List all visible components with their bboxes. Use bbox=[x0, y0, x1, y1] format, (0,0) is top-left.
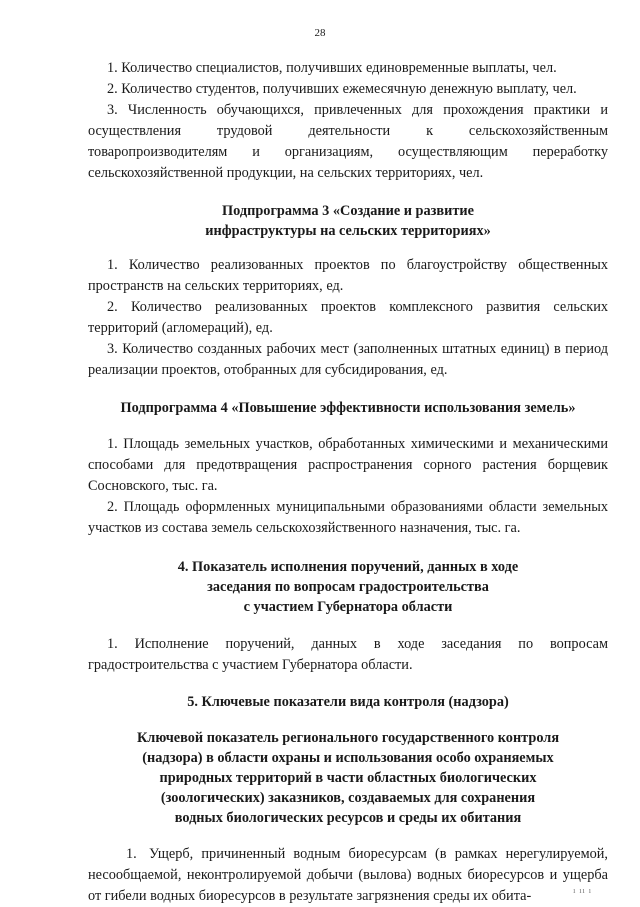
heading-line: заседания по вопросам градостроительства bbox=[207, 579, 489, 595]
list-item: 3. Количество созданных рабочих мест (заполненных штатных единиц) в период реализации проектов, отобранных для субсидирования, ед. bbox=[88, 341, 608, 378]
subprogram3-list bbox=[88, 255, 608, 381]
heading-line: Ключевой показатель регионального государственного контроля bbox=[136, 730, 560, 746]
subprogram4-heading bbox=[88, 398, 608, 418]
list-item: 1. Исполнение поручений, данных в ходе заседания по вопросам градостроительства с участием Губернатора области. bbox=[88, 636, 608, 673]
list-item: 2. Количество реализованных проектов комплексного развития сельских территорий (агломераций), ед. bbox=[88, 299, 608, 336]
list-item: 1. Количество реализованных проектов по благоустройству общественных пространств на сельских территориях, ед. bbox=[88, 257, 608, 294]
list-item: 2. Количество студентов, получивших ежемесячную денежную выплату, чел. bbox=[107, 81, 577, 97]
list-item: 1. Площадь земельных участков, обработанных химическими и механическими способами для предотвращения распространения сорного растения борщевик Сосновского, тыс. га. bbox=[88, 436, 608, 494]
list-item: 1. Количество специалистов, получивших единовременные выплаты, чел. bbox=[107, 60, 557, 76]
heading-line: (зоологических) заказников, создаваемых для сохранения bbox=[160, 790, 536, 806]
document-body bbox=[88, 58, 608, 907]
section5-heading bbox=[88, 692, 608, 712]
indicator-list-block1 bbox=[88, 58, 608, 184]
section5-subheading bbox=[88, 728, 608, 828]
heading-line: природных территорий в части областных биологических bbox=[159, 770, 537, 786]
page-number: 28 bbox=[314, 27, 326, 39]
section4-heading bbox=[88, 557, 608, 617]
heading-line: с участием Губернатора области bbox=[243, 599, 453, 615]
section4-list bbox=[88, 634, 608, 676]
item-number: 1. bbox=[126, 846, 137, 862]
heading-line: водных биологических ресурсов и среды их обитания bbox=[174, 810, 522, 826]
heading-line: (надзора) в области охраны и использования особо охраняемых bbox=[142, 750, 554, 766]
heading-line: Подпрограмма 3 «Создание и развитие bbox=[222, 203, 474, 219]
list-item: 2. Площадь оформленных муниципальными образованиями области земельных участков из состава земель сельскохозяйственного назначения, тыс. га. bbox=[88, 499, 608, 536]
section5-item bbox=[88, 844, 608, 907]
item-text: Ущерб, причиненный водным биоресурсам (в рамках нерегулируемой, несообщаемой, неконтролируемой добычи (вылова) водных биоресурсов и ущерба от гибели водных биоресурсов в результате загрязнения среды их обита- bbox=[88, 846, 608, 904]
heading-line: 4. Показатель исполнения поручений, данных в ходе bbox=[177, 559, 519, 575]
heading-line: Подпрограмма 4 «Повышение эффективности использования земель» bbox=[120, 400, 576, 416]
subprogram3-heading bbox=[88, 201, 608, 241]
list-item: 3. Численность обучающихся, привлеченных для прохождения практики и осуществления трудовой деятельности к сельскохозяйственным товаропроизводителям и организациям, осуществляющим переработку сельскохозяйственной продукции, на сельских территориях, чел. bbox=[88, 102, 608, 181]
heading-line: 5. Ключевые показатели вида контроля (надзора) bbox=[187, 694, 509, 710]
scan-mark: ı ıı ı bbox=[573, 886, 592, 895]
subprogram4-list bbox=[88, 434, 608, 539]
heading-line: инфраструктуры на сельских территориях» bbox=[205, 223, 491, 239]
